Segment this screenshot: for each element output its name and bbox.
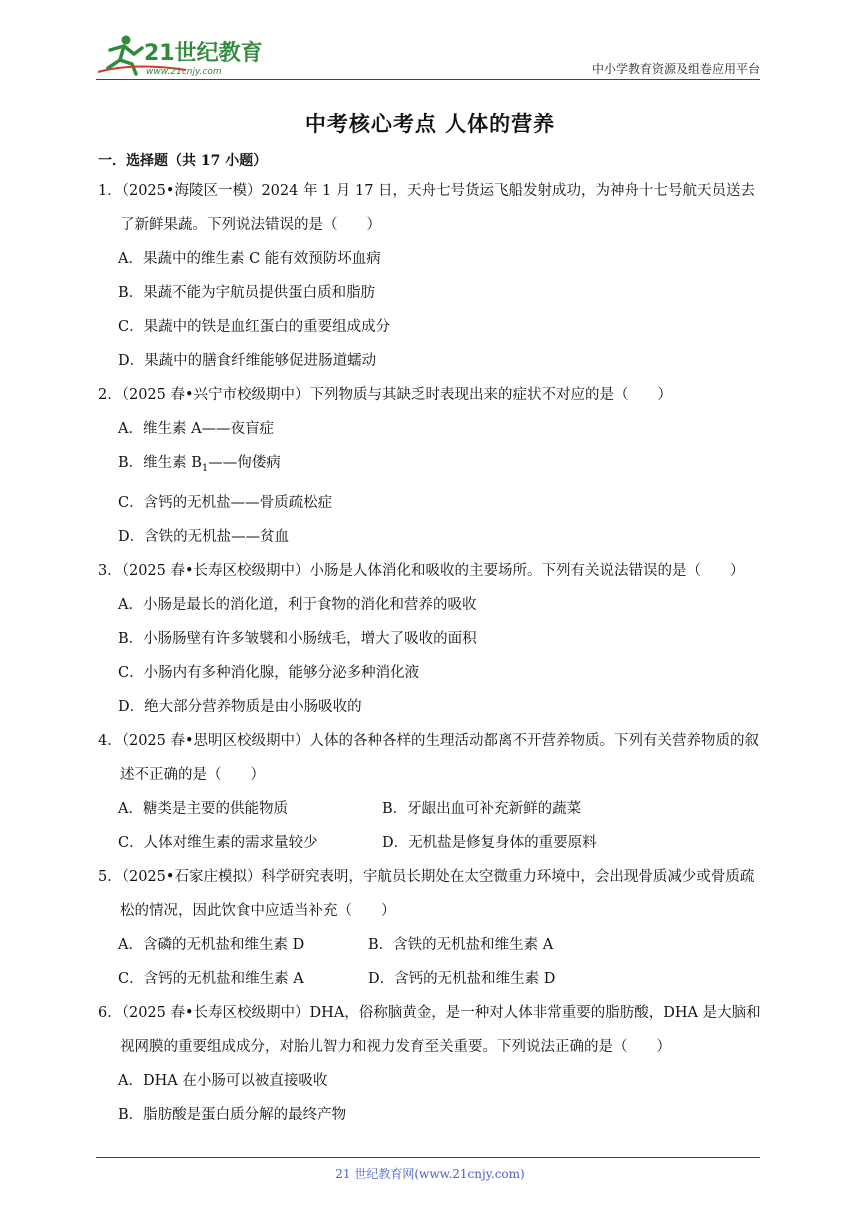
question-5 — [98, 860, 762, 996]
option-d: D．含钙的无机盐和维生素 D — [368, 970, 556, 987]
option-c: C．果蔬中的铁是血红蛋白的重要组成成分 — [118, 319, 391, 335]
question-6 — [98, 996, 762, 1132]
option-a: A．含磷的无机盐和维生素 D — [118, 936, 305, 953]
option-a: A．果蔬中的维生素 C 能有效预防坏血病 — [118, 251, 381, 267]
header-divider — [96, 79, 760, 80]
section-heading: 一．选择题（共 17 小题） — [98, 153, 268, 169]
question-1 — [98, 174, 762, 378]
option-row — [98, 928, 762, 962]
option-a: A．糖类是主要的供能物质 — [118, 800, 288, 817]
option-b: B．脂肪酸是蛋白质分解的最终产物 — [118, 1106, 347, 1123]
option-d: D．果蔬中的膳食纤维能够促进肠道蠕动 — [118, 353, 377, 369]
option-b: B．小肠肠壁有许多皱襞和小肠绒毛，增大了吸收的面积 — [118, 630, 477, 647]
question-text: 3．（2025 春•长寿区校级期中）小肠是人体消化和吸收的主要场所。下列有关说法错误的是（ ） — [98, 562, 745, 579]
option-a: A．DHA 在小肠可以被直接吸收 — [118, 1072, 328, 1089]
question-text: 4．（2025 春•思明区校级期中）人体的各种各样的生理活动都离不开营养物质。下列有关营养物质的叙述不正确的是（ ） — [98, 732, 760, 783]
question-text: 2．（2025 春•兴宁市校级期中）下列物质与其缺乏时表现出来的症状不对应的是（ ） — [98, 387, 673, 403]
footer-link[interactable]: 21 世纪教育网(www.21cnjy.com) — [335, 1167, 525, 1181]
option-d: D．含铁的无机盐——贫血 — [118, 528, 290, 545]
option-b: B．果蔬不能为宇航员提供蛋白质和脂肪 — [118, 285, 376, 301]
page-title: 中考核心考点 人体的营养 — [304, 111, 556, 136]
question-4 — [98, 724, 762, 860]
question-text: 6．（2025 春•长寿区校级期中）DHA，俗称脑黄金，是一种对人体非常重要的脂肪酸，DHA 是大脑和视网膜的重要组成成分，对胎儿智力和视力发育至关重要。下列说法正确的是（ ） — [98, 1004, 761, 1055]
option-b: B．维生素 $B_1——$佝偻病 — [118, 455, 281, 474]
option-c: C．含钙的无机盐和维生素 A — [118, 970, 304, 987]
question-list — [98, 174, 762, 1132]
option-c: C．人体对维生素的需求量较少 — [118, 834, 318, 851]
svg-text:21世纪教育: 21世纪教育 — [144, 41, 263, 66]
option-d: D．绝大部分营养物质是由小肠吸收的 — [118, 698, 362, 715]
question-2 — [98, 378, 762, 554]
question-text: 1．（2025•海陵区一模）2024 年 1 月 17 日，天舟七号货运飞船发射成功，为神舟十七号航天员送去了新鲜果蔬。下列说法错误的是（ ） — [98, 183, 756, 233]
option-b: B．牙龈出血可补充新鲜的蔬菜 — [382, 800, 582, 817]
option-a: A．维生素 A——夜盲症 — [118, 421, 275, 437]
option-d: D．无机盐是修复身体的重要原料 — [382, 834, 597, 851]
option-a: A．小肠是最长的消化道，利于食物的消化和营养的吸收 — [118, 596, 477, 613]
logo-21cnjy — [96, 32, 266, 78]
footer-divider — [96, 1157, 760, 1158]
platform-label: 中小学教育资源及组卷应用平台 — [591, 62, 760, 76]
option-row — [98, 962, 762, 996]
option-row — [98, 792, 762, 826]
question-3 — [98, 554, 762, 724]
option-c: C．含钙的无机盐——骨质疏松症 — [118, 494, 333, 511]
option-c: C．小肠内有多种消化腺，能够分泌多种消化液 — [118, 664, 420, 681]
page-header — [96, 30, 760, 80]
svg-text:www.21cnjy.com: www.21cnjy.com — [146, 67, 222, 77]
question-text: 5．（2025•石家庄模拟）科学研究表明，宇航员长期处在太空微重力环境中，会出现骨质减少或骨质疏松的情况，因此饮食中应适当补充（ ） — [98, 868, 755, 919]
option-row — [98, 826, 762, 860]
option-b: B．含铁的无机盐和维生素 A — [368, 936, 554, 953]
